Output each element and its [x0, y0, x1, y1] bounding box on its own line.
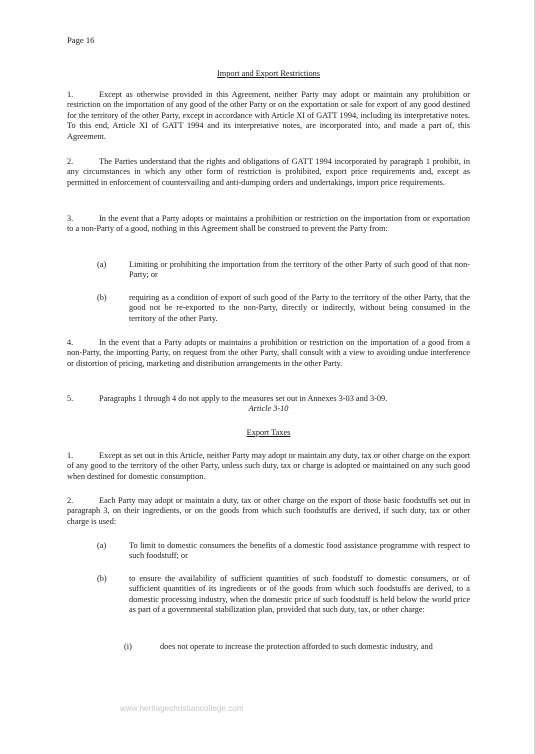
watermark-text: www.heritagechristiancollege.com [120, 704, 244, 713]
paragraph-text: In the event that a Party adopts or maintains a prohibition or restriction on the importation of a good from a non-Party, the importing Party, on request from the other Party, shall consult with a view to avoiding undue interference or distortion of pricing, marketing and distribution arrangements in the other Party. [67, 338, 470, 368]
subparagraph-text: requiring as a condition of export of such good of the Party to the territory of the other Party, that the good not be re-exported to the non-Party, directly or indirectly, without being consumed in the territory of the other Party. [129, 293, 470, 323]
subparagraph-label: (b) [97, 574, 107, 583]
subparagraph-label: (b) [97, 293, 107, 302]
paragraph-3 [67, 214, 470, 235]
subparagraph-text: To limit to domestic consumers the benefits of a domestic food assistance programme with respect to such foodstuff; or [129, 541, 470, 561]
paragraph-number: 4. [67, 338, 74, 347]
item-text: does not operate to increase the protection afforded to such domestic industry, and [160, 642, 433, 651]
paragraph-number: 1. [67, 451, 74, 460]
paragraph-text: Except as otherwise provided in this Agreement, neither Party may adopt or maintain any prohibition or restriction on the importation of any good of the other Party or on the exportation or sale for export of any good destined for the territory of the other Party, except in accordance with Article XI of GATT 1994, including its interpretative notes. To this end, Article XI of GATT 1994 and its interpretative notes, are incorporated into, and made a part of, this Agreement. [67, 90, 470, 141]
paragraph-text: The Parties understand that the rights and obligations of GATT 1994 incorporated by paragraph 1 prohibit, in any circumstances in which any other form of restriction is prohibited, export price requirements and, except as permitted in enforcement of countervailing and anti-dumping orders and undertakings, import price requirements. [67, 157, 470, 187]
paragraph-export-2 [67, 496, 470, 527]
paragraph-number: 3. [67, 214, 74, 223]
subparagraph-3b [97, 293, 470, 324]
article-title: Article 3-10 [248, 404, 289, 413]
paragraph-1 [67, 90, 470, 142]
section-heading-import-export: Import and Export Restrictions [216, 69, 320, 78]
paragraph-number: 1. [67, 90, 74, 99]
paragraph-number: 2. [67, 496, 74, 505]
paragraph-export-1 [67, 451, 470, 482]
paragraph-number: 5. [67, 394, 74, 403]
subparagraph-label: (a) [97, 260, 107, 269]
paragraph-2 [67, 157, 470, 188]
subparagraph-label: (a) [97, 541, 107, 550]
subparagraph-export-2b [97, 574, 470, 616]
paragraph-4 [67, 338, 470, 369]
section-heading-export-taxes: Export Taxes [246, 428, 291, 437]
subparagraph-text: Limiting or prohibiting the importation from the territory of the other Party of such good of that non-Party; or [129, 260, 470, 280]
paragraph-text: Each Party may adopt or maintain a duty, tax or other charge on the export of those basic foodstuffs set out in paragraph 3, on their ingredients, or on the goods from which such foodstuffs are derived, if such duty, tax or other charge is used: [67, 496, 470, 526]
item-export-2b-i [124, 642, 470, 652]
subparagraph-export-2a [97, 541, 470, 562]
subparagraph-3a [97, 260, 470, 281]
paragraph-text: Paragraphs 1 through 4 do not apply to the measures set out in Annexes 3-03 and 3-09. [99, 394, 388, 403]
paragraph-text: In the event that a Party adopts or maintains a prohibition or restriction on the importation from or exportation to a non-Party of a good, nothing in this Agreement shall be construed to prevent the Party from: [67, 214, 470, 234]
paragraph-number: 2. [67, 157, 74, 166]
subparagraph-text: to ensure the availability of sufficient quantities of such foodstuff to domestic consumers, or of sufficient quantities of its ingredients or of the goods from which such foodstuffs are derived, to a domestic processing industry, when the domestic price of such foodstuff is held below the world price as part of a governmental stabilization plan, provided that such duty, tax, or other charge: [129, 574, 470, 615]
paragraph-text: Except as set out in this Article, neither Party may adopt or maintain any duty, tax or other charge on the export of any good to the territory of the other Party, unless such duty, tax or charge is adopted or maintained on any such good when destined for domestic consumption. [67, 451, 470, 481]
paragraph-5 [67, 394, 470, 404]
page-number: Page 16 [67, 35, 95, 45]
item-label: (i) [124, 642, 132, 651]
